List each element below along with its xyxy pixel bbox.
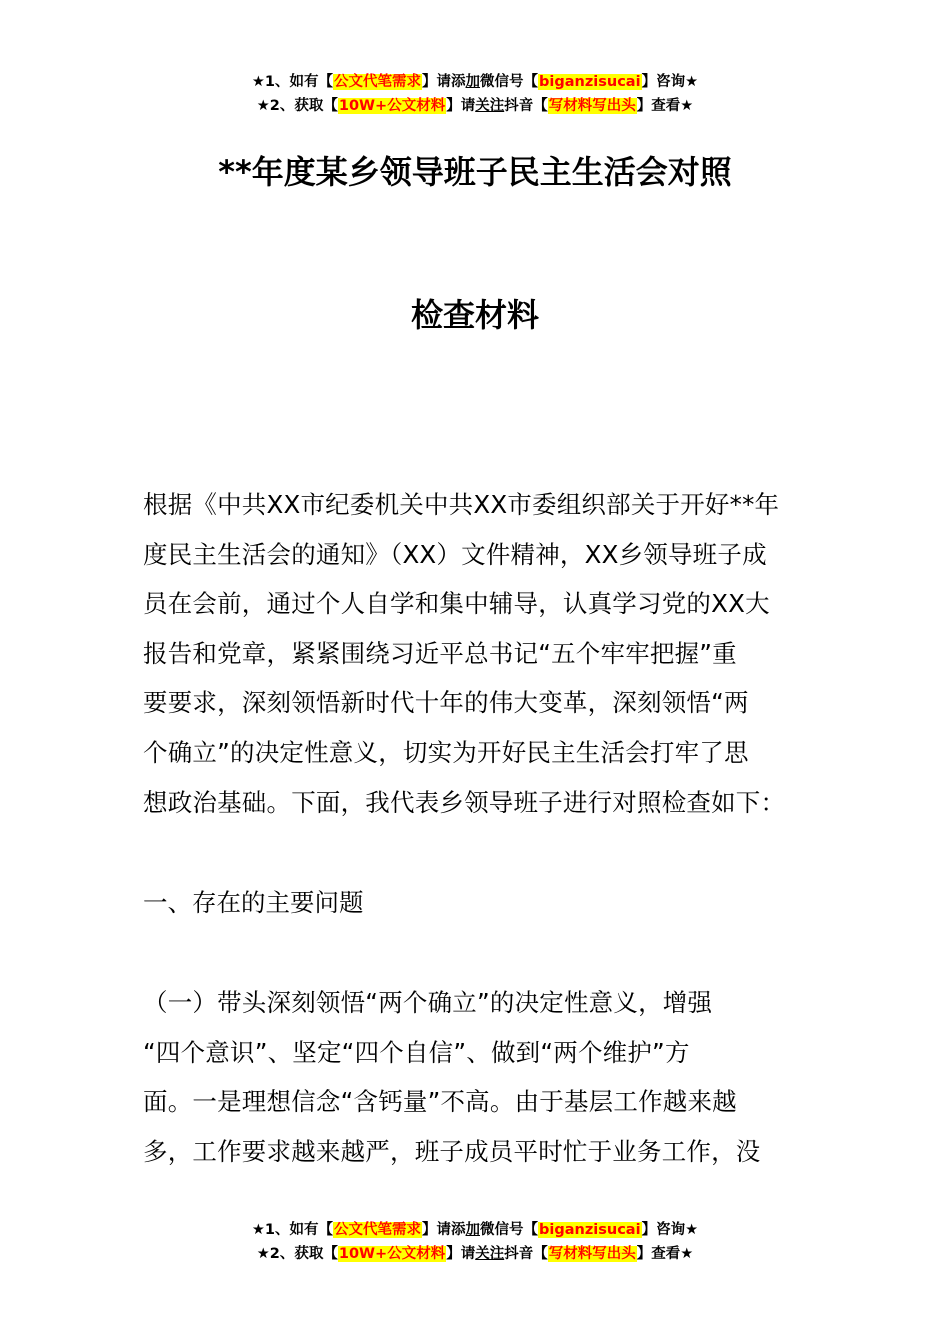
banner-text: ★1、如有【 <box>251 74 334 90</box>
banner-text: ★2、获取【 <box>256 1246 338 1262</box>
paragraph-line: 度民主生活会的通知》（XX）文件精神，XX乡领导班子成 <box>143 539 767 569</box>
banner-highlight: 10W+公文材料 <box>338 1246 446 1262</box>
banner-highlight: 10W+公文材料 <box>338 98 446 114</box>
banner-text: ★2、获取【 <box>256 98 338 114</box>
banner-text: 】咨询★ <box>641 74 699 90</box>
banner-underlined: 关注 <box>475 1246 505 1262</box>
banner-text: 】请 <box>446 98 476 114</box>
section-heading: 一、存在的主要问题 <box>143 888 364 917</box>
document-title-line-2: 检查材料 <box>410 296 539 334</box>
banner-highlight: 写材料写出头 <box>548 98 636 114</box>
banner-highlight: 公文代笔需求 <box>334 1222 422 1238</box>
banner-line-2 <box>0 94 950 118</box>
paragraph-line: 想政治基础。下面，我代表乡领导班子进行对照检查如下： <box>143 787 786 817</box>
paragraph-line: 个确立”的决定性意义，切实为开好民主生活会打牢了思 <box>143 737 749 767</box>
banner-underlined: 关注 <box>475 98 505 114</box>
banner-text: 微信号【 <box>480 74 539 90</box>
banner-highlight: biganzisucai <box>539 1222 641 1238</box>
banner-text: ★1、如有【 <box>251 1222 334 1238</box>
document-title-line-1: **年度某乡领导班子民主生活会对照 <box>218 153 732 191</box>
banner-text: 抖音【 <box>504 98 548 114</box>
top-banner <box>0 70 950 118</box>
paragraph-line: 多，工作要求越来越严，班子成员平时忙于业务工作，没 <box>143 1136 761 1166</box>
banner-text: 抖音【 <box>504 1246 548 1262</box>
banner-underlined: 加 <box>465 74 481 90</box>
banner-line-2 <box>0 1242 950 1266</box>
paragraph-line: 面。一是理想信念“含钙量”不高。由于基层工作越来越 <box>143 1087 737 1117</box>
paragraph-line: 根据《中共XX市纪委机关中共XX市委组织部关于开好**年 <box>143 490 780 519</box>
banner-underlined: 加 <box>465 1222 481 1238</box>
banner-highlight: biganzisucai <box>539 74 641 90</box>
intro-paragraph <box>143 480 811 827</box>
paragraph-line: 报告和党章，紧紧围绕习近平总书记“五个牢牢把握”重 <box>143 638 737 668</box>
subsection-paragraph <box>143 978 811 1176</box>
bottom-banner <box>0 1218 950 1266</box>
banner-text: 】咨询★ <box>641 1222 699 1238</box>
banner-line-1 <box>0 70 950 94</box>
banner-text: 】请 <box>446 1246 476 1262</box>
paragraph-line: 员在会前，通过个人自学和集中辅导，认真学习党的XX大 <box>143 589 770 619</box>
banner-text: 】请添 <box>422 74 466 90</box>
banner-text: 】查看★ <box>636 98 694 114</box>
banner-line-1 <box>0 1218 950 1242</box>
banner-text: 】请添 <box>422 1222 466 1238</box>
banner-highlight: 写材料写出头 <box>548 1246 636 1262</box>
banner-text: 】查看★ <box>636 1246 694 1262</box>
paragraph-line: “四个意识”、坚定“四个自信”、做到“两个维护”方 <box>143 1037 690 1067</box>
paragraph-line: 要要求，深刻领悟新时代十年的伟大变革，深刻领悟“两 <box>143 688 749 718</box>
paragraph-line: （一）带头深刻领悟“两个确立”的决定性意义，增强 <box>143 988 713 1017</box>
banner-text: 微信号【 <box>480 1222 539 1238</box>
banner-highlight: 公文代笔需求 <box>334 74 422 90</box>
